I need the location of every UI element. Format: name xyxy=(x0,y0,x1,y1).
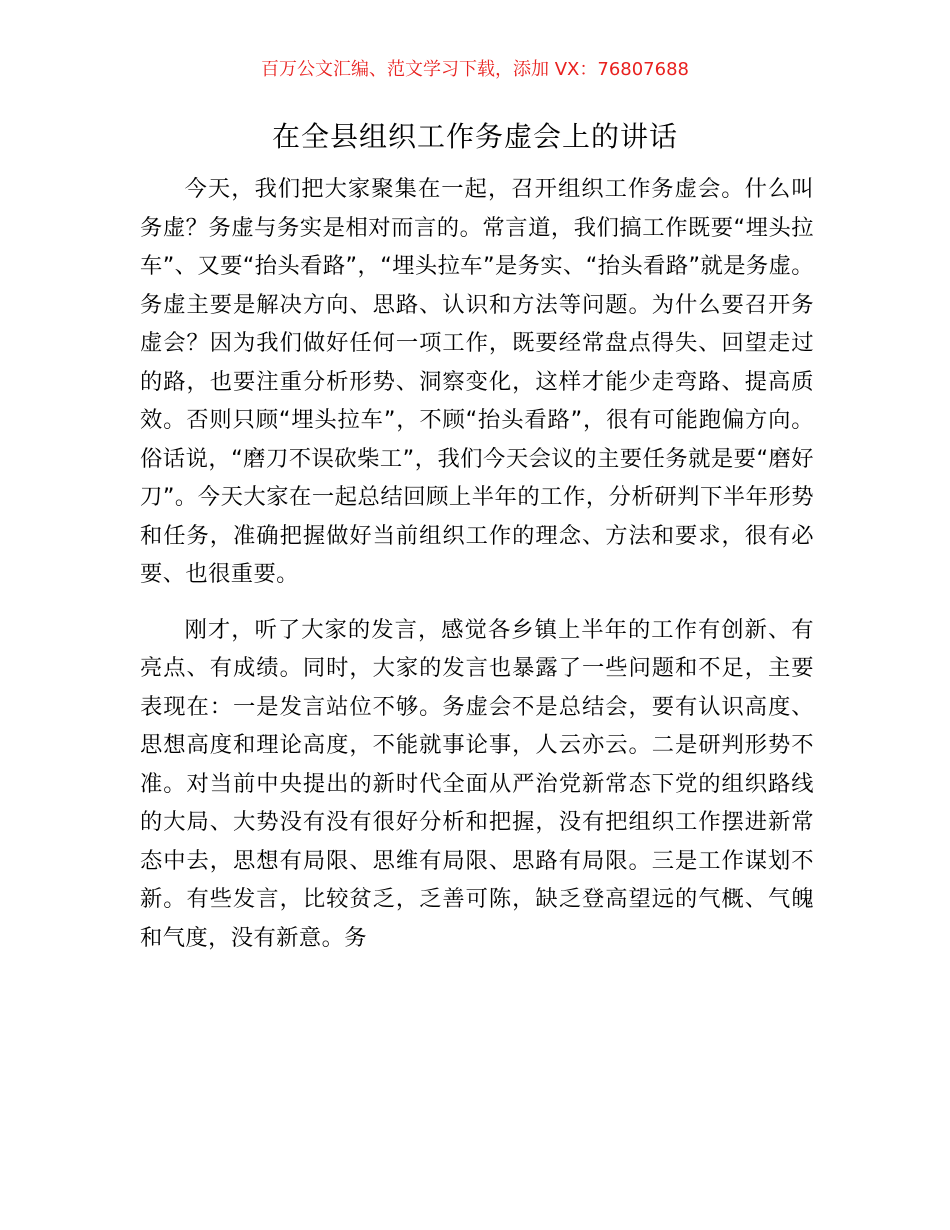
page-title: 在全县组织工作务虚会上的讲话 xyxy=(271,120,678,153)
document-body xyxy=(140,170,814,957)
paragraph-1: 今天，我们把大家聚集在一起，召开组织工作务虚会。什么叫务虚？务虚与务实是相对而言的。常言道，我们搞工作既要“埋头拉车”、又要“抬头看路”，“埋头拉车”是务实、“抬头看路”就是务虚。务虚主要是解决方向、思路、认识和方法等问题。为什么要召开务虚会？因为我们做好任何一项工作，既要经常盘点得失、回望走过的路，也要注重分析形势、洞察变化，这样才能少走弯路、提高质效。否则只顾“埋头拉车”，不顾“抬头看路”，很有可能跑偏方向。俗话说，“磨刀不误砍柴工”，我们今天会议的主要任务就是要“磨好刀”。今天大家在一起总结回顾上半年的工作，分析研判下半年形势和任务，准确把握做好当前组织工作的理念、方法和要求，很有必要、也很重要。 xyxy=(140,176,814,587)
paragraph-2: 刚才，听了大家的发言，感觉各乡镇上半年的工作有创新、有亮点、有成绩。同时，大家的发言也暴露了一些问题和不足，主要表现在：一是发言站位不够。务虚会不是总结会，要有认识高度、思想高度和理论高度，不能就事论事，人云亦云。二是研判形势不准。对当前中央提出的新时代全面从严治党新常态下党的组织路线的大局、大势没有没有很好分析和把握，没有把组织工作摆进新常态中去，思想有局限、思维有局限、思路有局限。三是工作谋划不新。有些发言，比较贫乏，乏善可陈，缺乏登高望远的气概、气魄和气度，没有新意。务 xyxy=(140,616,814,951)
promo-banner: 百万公文汇编、范文学习下载，添加 VX：76807688 xyxy=(261,59,689,80)
